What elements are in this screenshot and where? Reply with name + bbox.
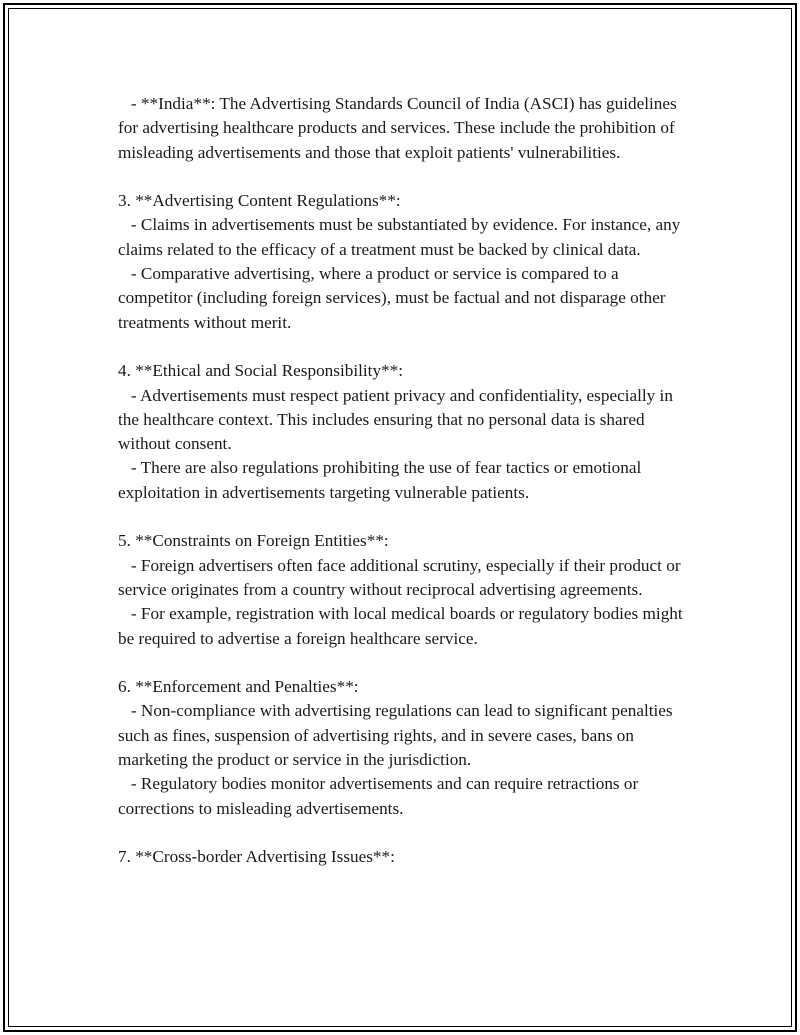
paragraph-gap xyxy=(118,821,688,845)
section-6-bullet-1: - Non-compliance with advertising regulations can lead to significant penalties such as fines, suspension of advertising rights, and in severe cases, bans on marketing the product or service in the jurisdiction. xyxy=(118,701,677,770)
section-4-bullet-1: - Advertisements must respect patient privacy and confidentiality, especially in the healthcare context. This includes ensuring that no personal data is shared without consent. xyxy=(118,385,678,454)
paragraph-gap xyxy=(118,651,688,675)
section-6-heading: 6. **Enforcement and Penalties**: xyxy=(118,677,359,697)
india-bullet: - **India**: The Advertising Standards Council of India (ASCI) has guidelines for advertising healthcare products and services. These include the prohibition of misleading advertisements and those that exploit patients' vulnerabilities. xyxy=(118,94,681,162)
paragraph-gap xyxy=(118,505,688,529)
section-3-heading: 3. **Advertising Content Regulations**: xyxy=(118,191,401,211)
section-3-bullet-1: - Claims in advertisements must be substantiated by evidence. For instance, any claims related to the efficacy of a treatment must be backed by clinical data. xyxy=(118,215,685,259)
section-5-bullet-2: - For example, registration with local medical boards or regulatory bodies might be required to advertise a foreign healthcare service. xyxy=(118,604,687,648)
paragraph-gap xyxy=(118,165,688,189)
section-3-bullet-2: - Comparative advertising, where a product or service is compared to a competitor (including foreign services), must be factual and not disparage other treatments without merit. xyxy=(118,264,670,332)
document-body xyxy=(118,92,688,870)
section-7-heading: 7. **Cross-border Advertising Issues**: xyxy=(118,847,395,867)
paragraph-gap xyxy=(118,335,688,359)
section-5-heading: 5. **Constraints on Foreign Entities**: xyxy=(118,531,389,551)
section-4-bullet-2: - There are also regulations prohibiting the use of fear tactics or emotional exploitation in advertisements targeting vulnerable patients. xyxy=(118,458,646,502)
section-6-bullet-2: - Regulatory bodies monitor advertisements and can require retractions or corrections to misleading advertisements. xyxy=(118,774,643,818)
section-4-heading: 4. **Ethical and Social Responsibility**: xyxy=(118,361,403,381)
section-5-bullet-1: - Foreign advertisers often face additional scrutiny, especially if their product or service originates from a country without reciprocal advertising agreements. xyxy=(118,555,685,599)
